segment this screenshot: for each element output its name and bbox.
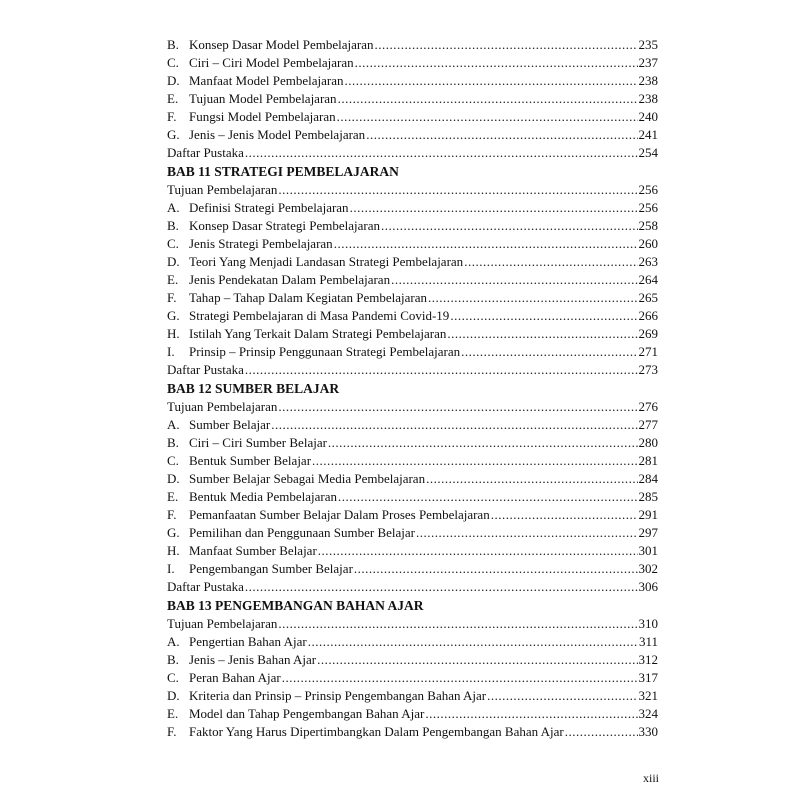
toc-entry (167, 90, 658, 108)
toc-entry-page: 241 (638, 127, 658, 142)
dot-leader (565, 723, 638, 741)
toc-entry-letter: E. (167, 272, 179, 287)
toc-entry-letter: G. (167, 525, 180, 540)
toc-entry-title: Jenis – Jenis Bahan Ajar (189, 652, 317, 667)
toc-entry-title: Bentuk Sumber Belajar (189, 453, 312, 468)
toc-entry-unlettered (167, 398, 658, 416)
toc-entry-title: Jenis Strategi Pembelajaran (189, 236, 333, 251)
toc-entry (167, 307, 658, 325)
toc-entry (167, 126, 658, 144)
toc-entry-letter: B. (167, 218, 179, 233)
toc-entry-page: 306 (638, 579, 658, 594)
toc-entry-page: 281 (638, 453, 658, 468)
dot-leader (271, 416, 637, 434)
toc-entry-page: 258 (638, 218, 658, 233)
dot-leader (391, 271, 637, 289)
toc-entry-title: Fungsi Model Pembelajaran (189, 109, 336, 124)
toc-entry-letter: E. (167, 489, 179, 504)
toc-entry-unlettered (167, 144, 658, 162)
toc-entry-page: 269 (638, 326, 658, 341)
toc-entry-unlettered (167, 181, 658, 199)
toc-entry (167, 289, 658, 307)
dot-leader (450, 307, 637, 325)
toc-entry-page: 311 (638, 634, 658, 649)
toc-entry (167, 542, 658, 560)
toc-entry-title: Tujuan Pembelajaran (167, 616, 278, 631)
toc-entry-letter: B. (167, 37, 179, 52)
toc-entry-title: Jenis Pendekatan Dalam Pembelajaran (189, 272, 391, 287)
dot-leader (338, 90, 638, 108)
toc-entry-letter: D. (167, 471, 180, 486)
dot-leader (428, 289, 638, 307)
chapter-heading: BAB 13 PENGEMBANGAN BAHAN AJAR (167, 598, 424, 613)
toc-entry (167, 687, 658, 705)
toc-entry-unlettered (167, 578, 658, 596)
toc-entry (167, 253, 658, 271)
dot-leader (381, 217, 638, 235)
toc-entry-page: 238 (638, 73, 658, 88)
dot-leader (350, 199, 638, 217)
toc-entry-letter: F. (167, 724, 177, 739)
toc-entry (167, 235, 658, 253)
toc-entry-title: Daftar Pustaka (167, 579, 244, 594)
toc-entry (167, 560, 658, 578)
toc-entry-title: Model dan Tahap Pengembangan Bahan Ajar (189, 706, 425, 721)
toc-entry-page: 285 (638, 489, 658, 504)
toc-entry-letter: H. (167, 326, 180, 341)
toc-entry-letter: I. (167, 561, 175, 576)
table-of-contents (167, 36, 658, 741)
toc-entry-page: 256 (638, 200, 658, 215)
toc-entry-page: 263 (638, 254, 658, 269)
toc-entry (167, 633, 658, 651)
toc-entry (167, 524, 658, 542)
toc-entry-title: Daftar Pustaka (167, 362, 244, 377)
toc-entry (167, 108, 658, 126)
toc-entry-page: 291 (638, 507, 658, 522)
dot-leader (425, 705, 637, 723)
toc-entry-letter: G. (167, 127, 180, 142)
toc-entry-unlettered (167, 361, 658, 379)
dot-leader (426, 470, 637, 488)
page-number: xiii (643, 771, 660, 785)
toc-entry (167, 488, 658, 506)
dot-leader (338, 488, 637, 506)
toc-entry-page: 260 (638, 236, 658, 251)
dot-leader (374, 36, 637, 54)
toc-entry-letter: E. (167, 706, 179, 721)
toc-entry (167, 343, 658, 361)
dot-leader (355, 54, 638, 72)
dot-leader (328, 434, 638, 452)
toc-entry-letter: C. (167, 453, 179, 468)
dot-leader (461, 343, 637, 361)
toc-entry-page: 238 (638, 91, 658, 106)
dot-leader (337, 108, 638, 126)
toc-entry-title: Teori Yang Menjadi Landasan Strategi Pembelajaran (189, 254, 464, 269)
toc-entry-letter: F. (167, 290, 177, 305)
toc-entry-title: Sumber Belajar (189, 417, 271, 432)
toc-entry-page: 321 (638, 688, 658, 703)
dot-leader (447, 325, 637, 343)
toc-entry-page: 297 (638, 525, 658, 540)
dot-leader (354, 560, 638, 578)
toc-entry-letter: A. (167, 417, 180, 432)
toc-entry-page: 237 (638, 55, 658, 70)
toc-entry-title: Tahap – Tahap Dalam Kegiatan Pembelajaran (189, 290, 427, 305)
toc-entry-title: Pengembangan Sumber Belajar (189, 561, 353, 576)
toc-entry (167, 217, 658, 235)
toc-entry (167, 416, 658, 434)
dot-leader (491, 506, 638, 524)
chapter-heading: BAB 11 STRATEGI PEMBELAJARAN (167, 164, 399, 179)
toc-entry-title: Konsep Dasar Model Pembelajaran (189, 37, 374, 52)
toc-entry-page: 310 (638, 616, 658, 631)
toc-entry-page: 264 (638, 272, 658, 287)
toc-entry-title: Tujuan Pembelajaran (167, 182, 278, 197)
toc-entry-letter: E. (167, 91, 179, 106)
toc-entry-title: Manfaat Model Pembelajaran (189, 73, 344, 88)
toc-entry-title: Jenis – Jenis Model Pembelajaran (189, 127, 366, 142)
toc-entry-unlettered (167, 615, 658, 633)
toc-entry-letter: I. (167, 344, 175, 359)
toc-entry-page: 280 (638, 435, 658, 450)
toc-entry (167, 271, 658, 289)
dot-leader (334, 235, 638, 253)
dot-leader (278, 181, 637, 199)
dot-leader (278, 615, 637, 633)
toc-entry (167, 669, 658, 687)
toc-entry-title: Ciri – Ciri Sumber Belajar (189, 435, 327, 450)
dot-leader (245, 144, 638, 162)
toc-entry-letter: F. (167, 109, 177, 124)
toc-entry-title: Pengertian Bahan Ajar (189, 634, 307, 649)
toc-entry-page: 330 (638, 724, 658, 739)
toc-entry-title: Strategi Pembelajaran di Masa Pandemi Covid-19 (189, 308, 450, 323)
toc-entry (167, 452, 658, 470)
toc-entry-letter: D. (167, 73, 180, 88)
toc-entry (167, 470, 658, 488)
toc-entry-page: 235 (638, 37, 658, 52)
toc-entry-letter: D. (167, 688, 180, 703)
toc-entry-letter: C. (167, 55, 179, 70)
dot-leader (282, 669, 638, 687)
toc-entry-page: 273 (638, 362, 658, 377)
toc-entry-letter: B. (167, 435, 179, 450)
toc-entry-page: 284 (638, 471, 658, 486)
toc-entry-letter: A. (167, 634, 180, 649)
toc-entry-page: 271 (638, 344, 658, 359)
dot-leader (312, 452, 637, 470)
chapter-heading: BAB 12 SUMBER BELAJAR (167, 381, 340, 396)
dot-leader (487, 687, 637, 705)
toc-entry-page: 301 (638, 543, 658, 558)
dot-leader (278, 398, 637, 416)
toc-entry-page: 277 (638, 417, 658, 432)
toc-entry-page: 265 (638, 290, 658, 305)
toc-entry (167, 506, 658, 524)
toc-entry (167, 651, 658, 669)
toc-entry-letter: B. (167, 652, 179, 667)
toc-entry-letter: C. (167, 670, 179, 685)
toc-entry-page: 324 (638, 706, 658, 721)
toc-entry-title: Peran Bahan Ajar (189, 670, 281, 685)
toc-entry-page: 254 (638, 145, 658, 160)
dot-leader (245, 361, 638, 379)
toc-entry-page: 317 (638, 670, 658, 685)
toc-entry-title: Kriteria dan Prinsip – Prinsip Pengembangan Bahan Ajar (189, 688, 487, 703)
toc-entry-title: Prinsip – Prinsip Penggunaan Strategi Pembelajaran (189, 344, 461, 359)
toc-entry (167, 54, 658, 72)
toc-entry-title: Bentuk Media Pembelajaran (189, 489, 338, 504)
toc-entry (167, 199, 658, 217)
dot-leader (245, 578, 638, 596)
toc-entry-letter: F. (167, 507, 177, 522)
toc-entry-title: Pemilihan dan Penggunaan Sumber Belajar (189, 525, 416, 540)
toc-entry-page: 240 (638, 109, 658, 124)
toc-entry-title: Pemanfaatan Sumber Belajar Dalam Proses Pembelajaran (189, 507, 490, 522)
toc-entry-page: 312 (638, 652, 658, 667)
toc-entry (167, 36, 658, 54)
toc-entry-page: 256 (638, 182, 658, 197)
toc-entry-title: Ciri – Ciri Model Pembelajaran (189, 55, 354, 70)
dot-leader (345, 72, 638, 90)
toc-entry-title: Tujuan Pembelajaran (167, 399, 278, 414)
toc-entry-letter: H. (167, 543, 180, 558)
toc-entry-title: Manfaat Sumber Belajar (189, 543, 317, 558)
toc-entry (167, 434, 658, 452)
dot-leader (317, 651, 637, 669)
toc-entry-title: Sumber Belajar Sebagai Media Pembelajaran (189, 471, 426, 486)
toc-entry (167, 325, 658, 343)
toc-entry-title: Faktor Yang Harus Dipertimbangkan Dalam Pengembangan Bahan Ajar (189, 724, 564, 739)
toc-entry-title: Konsep Dasar Strategi Pembelajaran (189, 218, 380, 233)
toc-entry-title: Tujuan Model Pembelajaran (189, 91, 337, 106)
toc-entry-letter: G. (167, 308, 180, 323)
toc-entry-title: Definisi Strategi Pembelajaran (189, 200, 349, 215)
toc-entry (167, 705, 658, 723)
toc-entry-title: Daftar Pustaka (167, 145, 244, 160)
dot-leader (308, 633, 638, 651)
dot-leader (318, 542, 638, 560)
dot-leader (366, 126, 637, 144)
toc-entry-letter: A. (167, 200, 180, 215)
toc-entry-title: Istilah Yang Terkait Dalam Strategi Pembelajaran (189, 326, 447, 341)
toc-entry-page: 276 (638, 399, 658, 414)
toc-entry-letter: D. (167, 254, 180, 269)
toc-entry-page: 266 (638, 308, 658, 323)
toc-entry (167, 723, 658, 741)
toc-entry-letter: C. (167, 236, 179, 251)
dot-leader (464, 253, 637, 271)
toc-entry-page: 302 (638, 561, 658, 576)
toc-entry (167, 72, 658, 90)
dot-leader (416, 524, 637, 542)
